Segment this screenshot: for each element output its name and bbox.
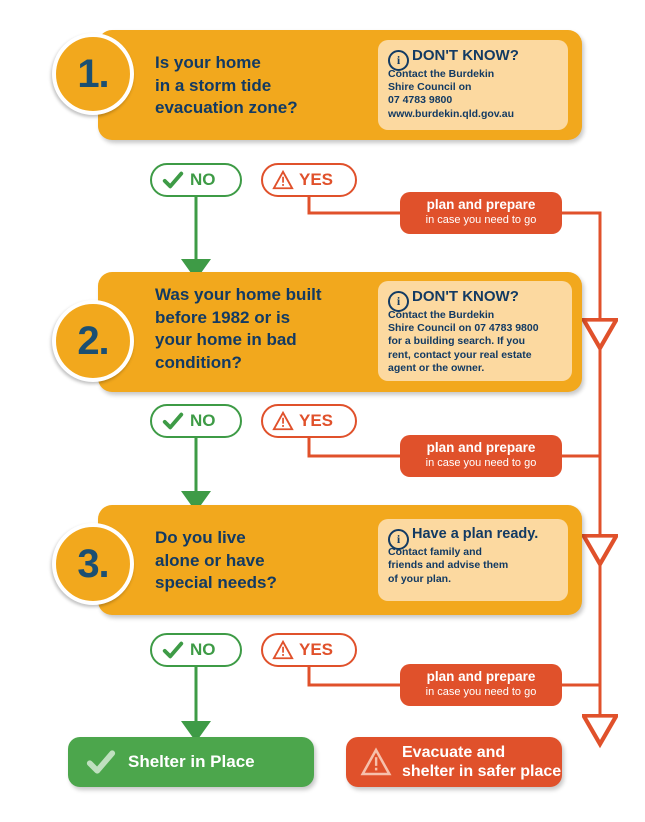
warning-icon [272,169,294,191]
step-2-info-line-5: agent or the owner. [388,362,485,375]
warning-icon [272,639,294,661]
step-2-answer-yes[interactable] [261,404,357,438]
step-1-plan-and-prepare [400,192,562,234]
step-2-question-line-3: your home in bad [155,330,297,350]
step-2-plan-line-2: in case you need to go [425,456,537,469]
step-3-plan-line-1: plan and prepare [426,669,536,684]
step-3-plan-line-2: in case you need to go [425,685,537,698]
step-3-question-line-2: alone or have [155,550,265,570]
step-3-info-body [388,546,558,586]
result-shelter-in-place [68,737,314,787]
step-1-question-line-1: Is your home [155,53,261,72]
step-1-info-box [378,40,568,130]
info-icon: i [388,529,409,550]
step-2-question-line-2: before 1982 or is [155,307,291,327]
step-3-answer-yes-label: YES [299,640,334,659]
step-1-answer-yes-label: YES [299,170,334,189]
check-icon [84,747,118,777]
step-1-question [155,52,365,120]
step-3-info-line-1: Contact family and [388,545,482,558]
step-2-answer-no-label: NO [190,411,216,430]
step-3-info-line-2: friends and advise them [388,559,509,572]
step-1-question-line-2: in a storm tide [155,75,272,95]
step-2-question-line-4: condition? [155,352,242,372]
info-icon: i [388,291,409,312]
step-1-info-line-2: Shire Council on [388,80,472,93]
warning-icon [358,746,394,778]
step-1-plan-line-2: in case you need to go [425,213,537,226]
step-1-plan-line-1: plan and prepare [426,197,536,212]
step-2-number: 2. [52,300,134,382]
result-evacuate [346,737,562,787]
info-icon: i [388,50,409,71]
step-2-info-line-1: Contact the Burdekin [388,308,495,321]
step-3-info-line-3: of your plan. [388,572,451,585]
step-3-plan-and-prepare [400,664,562,706]
step-3-question [155,527,360,595]
step-1-answer-no-label: NO [190,170,216,189]
step-2-info-body [388,309,562,376]
step-2-info-box [378,281,572,381]
check-icon [162,169,184,191]
step-1-question-line-3: evacuation zone? [155,98,298,118]
step-2-plan-line-1: plan and prepare [426,440,536,455]
step-2-info-line-2: Shire Council on 07 4783 9800 [388,321,539,334]
step-3-answer-no-label: NO [190,640,216,659]
step-1-info-line-4: www.burdekin.qld.gov.au [388,107,515,120]
check-icon [162,639,184,661]
step-1-answer-yes[interactable] [261,163,357,197]
check-icon [162,410,184,432]
step-2-question [155,284,370,374]
step-2-answer-no[interactable] [150,404,242,438]
step-2-info-heading: DON'T KNOW? [412,288,519,305]
step-2-info-line-3: for a building search. If you [388,335,526,348]
step-3-info-heading: Have a plan ready. [412,526,539,542]
step-2-question-line-1: Was your home built [155,285,322,304]
step-1-answer-no[interactable] [150,163,242,197]
step-1-number: 1. [52,33,134,115]
step-1-info-body [388,68,558,122]
step-2-info-line-4: rent, contact your real estate [388,348,532,361]
step-1-info-line-3: 07 4783 9800 [388,94,453,107]
result-shelter-label: Shelter in Place [128,751,255,771]
step-2-answer-yes-label: YES [299,411,334,430]
step-3-number: 3. [52,523,134,605]
step-1-info-heading: DON'T KNOW? [412,47,519,64]
step-3-answer-yes[interactable] [261,633,357,667]
warning-icon [272,410,294,432]
step-3-answer-no[interactable] [150,633,242,667]
result-evacuate-label [402,743,561,781]
step-2-plan-and-prepare [400,435,562,477]
step-3-question-line-3: special needs? [155,573,277,593]
result-evacuate-line-2: shelter in safer place [402,763,562,780]
result-evacuate-line-1: Evacuate and [402,743,506,761]
step-3-info-box [378,519,568,601]
step-3-question-line-1: Do you live [155,528,246,547]
step-1-info-line-1: Contact the Burdekin [388,67,495,80]
